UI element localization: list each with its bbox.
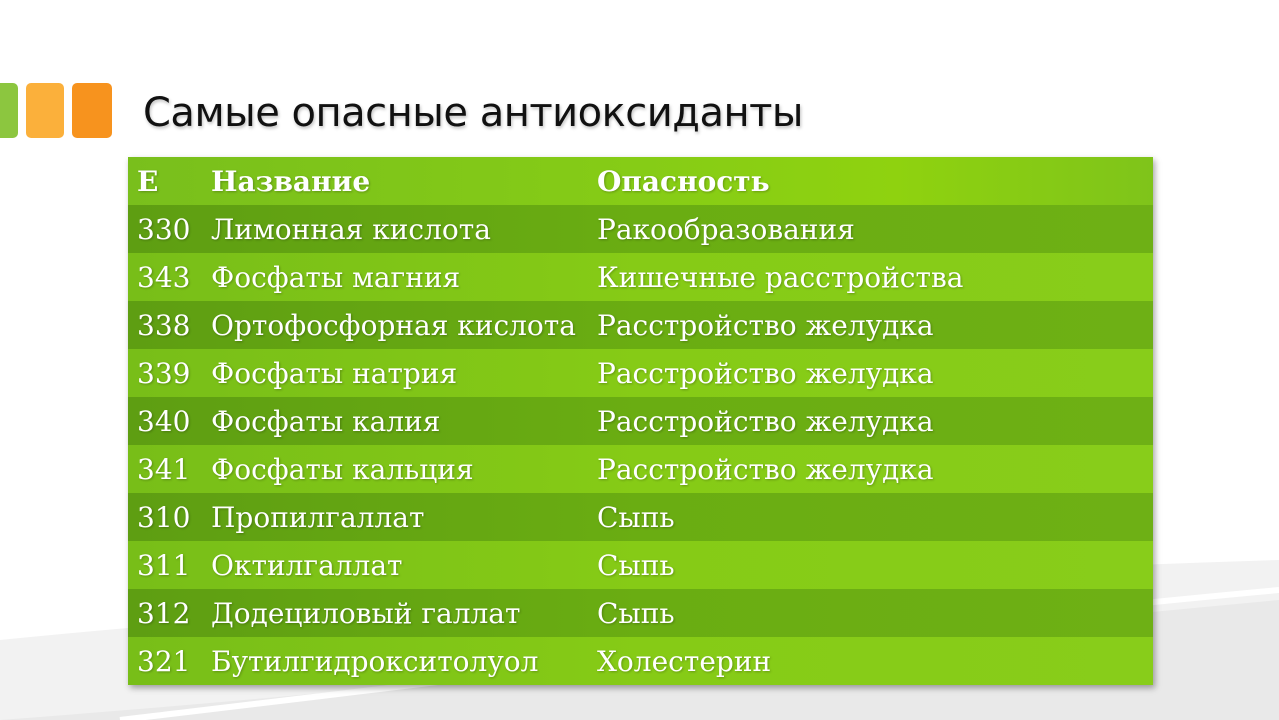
cell-name: Фосфаты натрия	[211, 356, 458, 390]
table-row	[128, 445, 1153, 493]
header-e: E	[137, 164, 159, 198]
cell-e: 341	[137, 452, 191, 486]
cell-name: Фосфаты калия	[211, 404, 441, 438]
table-row	[128, 349, 1153, 397]
cell-e: 311	[137, 548, 191, 582]
header-danger: Опасность	[597, 164, 770, 198]
cell-danger: Расстройство желудка	[597, 404, 934, 438]
cell-danger: Сыпь	[597, 548, 675, 582]
cell-name: Фосфаты кальция	[211, 452, 474, 486]
cell-name: Додециловый галлат	[211, 596, 521, 630]
decor-green-block	[0, 83, 18, 138]
cell-danger: Холестерин	[597, 644, 772, 678]
table-row	[128, 301, 1153, 349]
cell-e: 330	[137, 212, 191, 246]
cell-danger: Расстройство желудка	[597, 452, 934, 486]
decor-orange-block	[72, 83, 112, 138]
table-row	[128, 541, 1153, 589]
decor-yellow-block	[26, 83, 64, 138]
table-row	[128, 493, 1153, 541]
cell-danger: Сыпь	[597, 596, 675, 630]
cell-name: Октилгаллат	[211, 548, 403, 582]
cell-name: Лимонная кислота	[211, 212, 491, 246]
cell-e: 310	[137, 500, 191, 534]
table-row	[128, 205, 1153, 253]
table-row	[128, 397, 1153, 445]
cell-name: Пропилгаллат	[211, 500, 425, 534]
cell-danger: Расстройство желудка	[597, 308, 934, 342]
table-row	[128, 637, 1153, 685]
cell-e: 340	[137, 404, 191, 438]
cell-e: 343	[137, 260, 191, 294]
header-name: Название	[211, 164, 371, 198]
table-header-row	[128, 157, 1153, 205]
cell-e: 312	[137, 596, 191, 630]
cell-danger: Сыпь	[597, 500, 675, 534]
slide-title: Самые опасные антиоксиданты	[143, 90, 803, 136]
cell-e: 321	[137, 644, 191, 678]
cell-danger: Ракообразования	[597, 212, 855, 246]
table-row	[128, 253, 1153, 301]
cell-name: Фосфаты магния	[211, 260, 461, 294]
cell-name: Бутилгидрокситолуол	[211, 644, 539, 678]
cell-name: Ортофосфорная кислота	[211, 308, 576, 342]
cell-e: 339	[137, 356, 191, 390]
cell-danger: Расстройство желудка	[597, 356, 934, 390]
cell-danger: Кишечные расстройства	[597, 260, 964, 294]
cell-e: 338	[137, 308, 191, 342]
table-row	[128, 589, 1153, 637]
antioxidants-table	[128, 157, 1153, 685]
